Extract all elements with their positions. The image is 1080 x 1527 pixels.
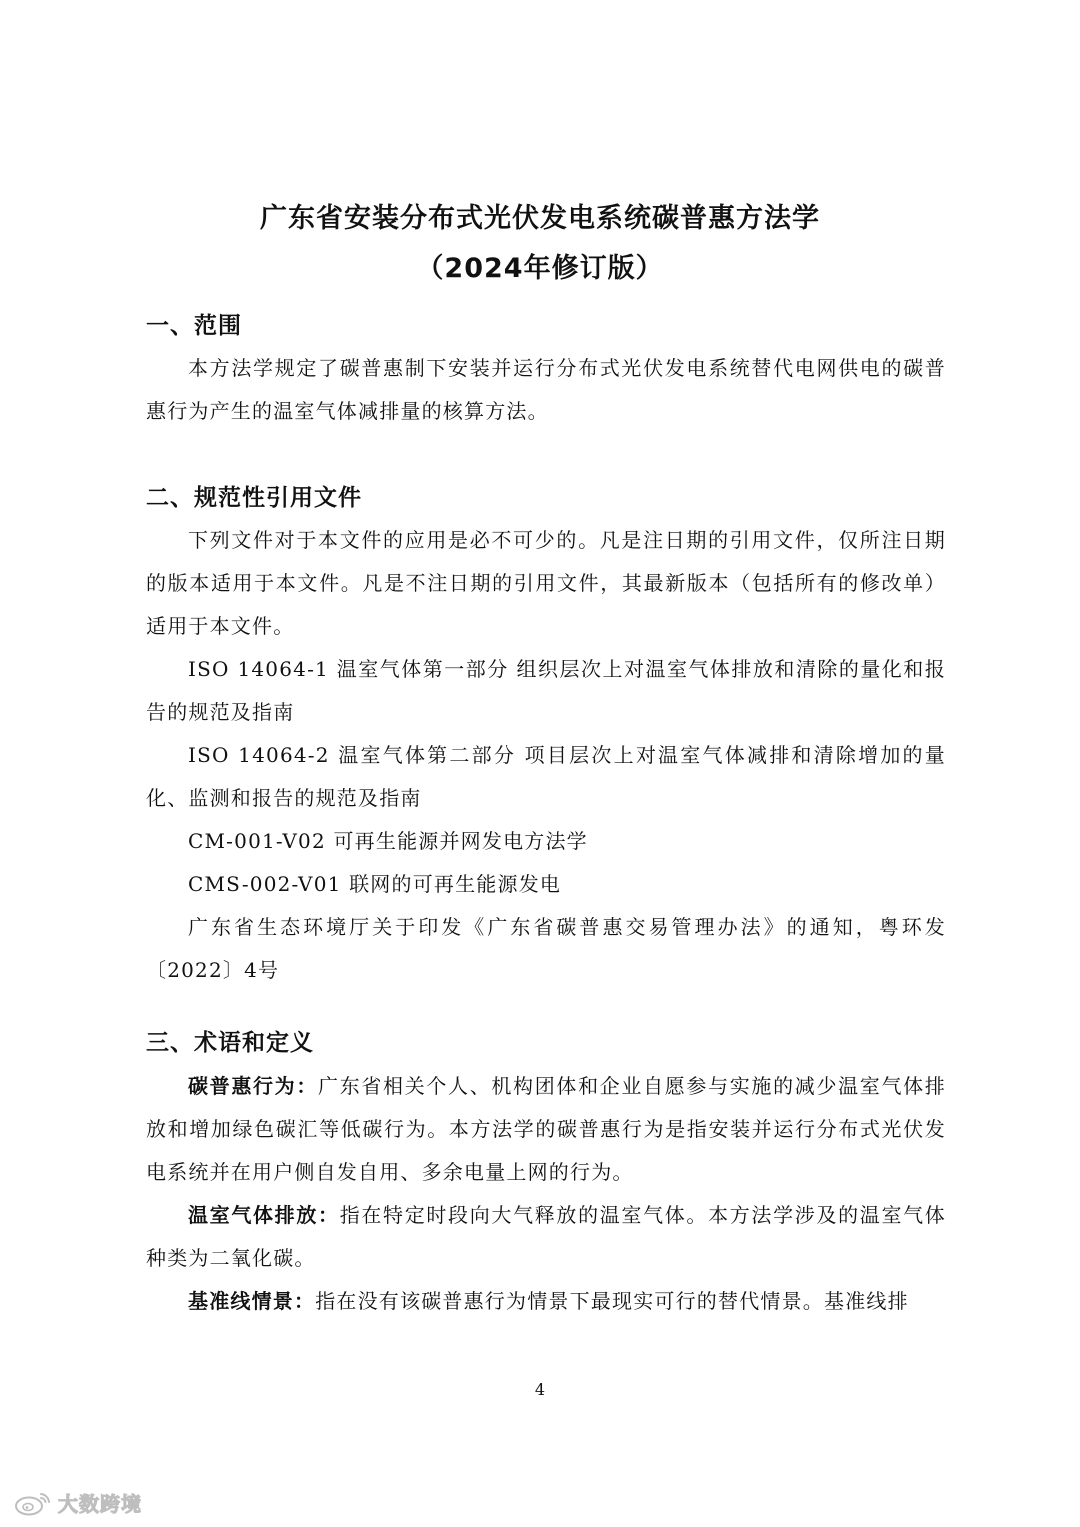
document-title: 广东省安装分布式光伏发电系统碳普惠方法学 — [260, 203, 820, 234]
reference-item: CMS-002-V01 联网的可再生能源发电 — [188, 872, 562, 896]
definition-text: 广东省相关个人、机构团体和企业自愿参与实施的减少温室气体排放和增加绿色碳汇等低碳行为。本方法学的碳普惠行为是指安装并运行分布式光伏发电系统并在用户侧自发自用、多余电量上网的行为。 — [146, 1074, 946, 1184]
section-heading-references: 二、规范性引用文件 — [146, 485, 362, 511]
watermark — [14, 1488, 142, 1517]
definition-item — [146, 1194, 946, 1280]
section-heading-scope: 一、范围 — [146, 313, 242, 339]
definition-text: 指在特定时段向大气释放的温室气体。本方法学涉及的温室气体种类为二氧化碳。 — [146, 1203, 946, 1270]
definition-term: 碳普惠行为： — [188, 1074, 319, 1098]
reference-item: ISO 14064-2 温室气体第二部分 项目层次上对温室气体减排和清除增加的量化、监测和报告的规范及指南 — [146, 743, 946, 810]
page-number: 4 — [534, 1380, 546, 1399]
document-subtitle: （2024年修订版） — [416, 253, 664, 284]
weibo-logo-icon — [14, 1490, 52, 1516]
definition-term: 温室气体排放： — [188, 1203, 340, 1227]
definition-item — [146, 1280, 946, 1323]
references-intro-paragraph: 下列文件对于本文件的应用是必不可少的。凡是注日期的引用文件，仅所注日期的版本适用于本文件。凡是不注日期的引用文件，其最新版本（包括所有的修改单）适用于本文件。 — [146, 528, 946, 638]
definition-item — [146, 1065, 946, 1194]
reference-item: CM-001-V02 可再生能源并网发电方法学 — [188, 829, 588, 853]
reference-item: 广东省生态环境厅关于印发《广东省碳普惠交易管理办法》的通知，粤环发〔2022〕4号 — [146, 915, 946, 982]
scope-paragraph: 本方法学规定了碳普惠制下安装并运行分布式光伏发电系统替代电网供电的碳普惠行为产生的温室气体减排量的核算方法。 — [146, 356, 946, 423]
section-heading-terms: 三、术语和定义 — [146, 1030, 314, 1056]
definition-text: 指在没有该碳普惠行为情景下最现实可行的替代情景。基准线排 — [315, 1289, 909, 1313]
reference-item: ISO 14064-1 温室气体第一部分 组织层次上对温室气体排放和清除的量化和报告的规范及指南 — [146, 657, 946, 724]
watermark-text: 大数跨境 — [58, 1492, 142, 1516]
definition-term: 基准线情景： — [188, 1289, 316, 1313]
